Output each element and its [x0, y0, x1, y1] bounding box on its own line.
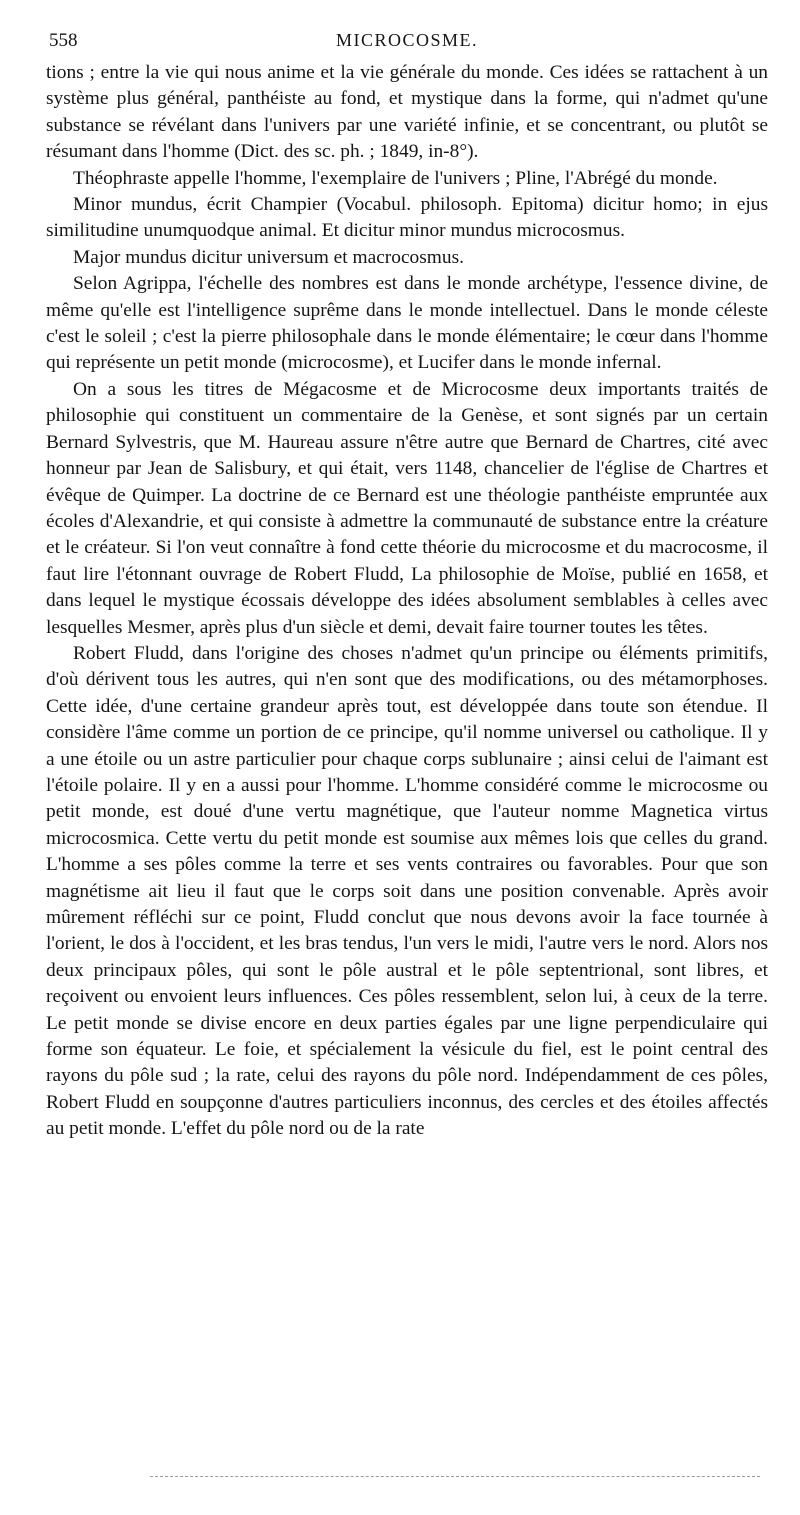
paragraph-megacosme: On a sous les titres de Mégacosme et de Microcosme deux importants traités de philosophie qui constituent un commentaire de la Genèse, et sont signés par un certain Bernard Sylvestris, que M. Haureau assure n'être autre que Bernard de Chartres, cité avec honneur par Jean de Salisbury, et qui était, vers 1148, chancelier de l'église de Chartres et évêque de Quimper. La doctrine de ce Bernard est une théologie panthéiste empruntée aux écoles d'Alexandrie, et qui consiste à admettre la communauté de substance entre la créature et le créateur. Si l'on veut connaître à fond cette théorie du microcosme et du macrocosme, il faut lire l'étonnant ouvrage de Robert Fludd, La philosophie de Moïse, publié en 1658, et dans lequel le mystique écossais développe des idées absolument semblables à celles avec lesquelles Mesmer, après plus d'un siècle et demi, devait faire tourner toutes les têtes.: [46, 378, 768, 638]
paragraph-theophraste: Théophraste appelle l'homme, l'exemplaire de l'univers ; Pline, l'Abrégé du monde.: [73, 167, 718, 189]
paragraph-agrippa: Selon Agrippa, l'échelle des nombres est dans le monde archétype, l'essence divine, de même qu'elle est l'intelligence suprême dans le monde intellectuel. Dans le monde céleste c'est le soleil ; c'est la pierre philosophale dans le monde élémentaire; le cœur dans l'homme qui représente un petit monde (microcosme), et Lucifer dans le monde infernal.: [46, 273, 768, 374]
paragraph-minor-mundus: Minor mundus, écrit Champier (Vocabul. philosoph. Epitoma) dicitur homo; in ejus similitudine unumquodque animal. Et dicitur minor mundus microcosmus.: [46, 194, 768, 242]
bottom-rule: [150, 1476, 760, 1477]
body-text: [46, 60, 768, 1143]
paragraph-continuation: tions ; entre la vie qui nous anime et la vie générale du monde. Ces idées se rattachent à un système plus général, panthéiste au fond, et mystique dans la forme, qui n'admet qu'une substance se révélant dans l'univers par une variété infinie, et se concentrant, ou plutôt se résumant dans l'homme (Dict. des sc. ph. ; 1849, in-8°).: [46, 62, 768, 163]
page-number: 558: [49, 30, 78, 51]
paragraph-major-mundus: Major mundus dicitur universum et macrocosmus.: [73, 246, 464, 268]
running-head: [46, 26, 768, 60]
running-title: MICROCOSME.: [335, 30, 479, 50]
paragraph-robert-fludd: Robert Fludd, dans l'origine des choses n'admet qu'un principe ou éléments primitifs, d'où dérivent tous les autres, qui n'en sont que des modifications, ou des métamorphoses. Cette idée, d'une certaine grandeur après tout, est développée dans toute son étendue. Il considère l'âme comme un portion de ce principe, qu'il nomme universel ou catholique. Il y a une étoile ou un astre particulier pour chaque corps sublunaire ; ainsi celui de l'aimant est l'étoile polaire. Il y en a aussi pour l'homme. L'homme considéré comme le microcosme ou petit monde, est doué d'une vertu magnétique, que l'auteur nomme Magnetica virtus microcosmica. Cette vertu du petit monde est soumise aux mêmes lois que celles du grand. L'homme a ses pôles comme la terre et ses vents contraires ou favorables. Pour que son magnétisme ait lieu il faut que le corps soit dans une position convenable. Après avoir mûrement réfléchi sur ce point, Fludd conclut que nous devons avoir la face tournée à l'orient, le dos à l'occident, et les bras tendus, l'un vers le midi, l'autre vers le nord. Alors nos deux principaux pôles, qui sont le pôle austral et le pôle septentrional, sont libres, et reçoivent ou envoient leurs influences. Ces pôles ressemblent, selon lui, à ceux de la terre. Le petit monde se divise encore en deux parties égales par une ligne perpendiculaire qui forme son équateur. Le foie, et spécialement la vésicule du fiel, est le point central des rayons du pôle sud ; la rate, celui des rayons du pôle nord. Indépendamment de ces pôles, Robert Fludd en soupçonne d'autres particuliers inconnus, des cercles et des étoiles affectés au petit monde. L'effet du pôle nord ou de la rate: [46, 642, 768, 1140]
book-page: [46, 26, 768, 1143]
